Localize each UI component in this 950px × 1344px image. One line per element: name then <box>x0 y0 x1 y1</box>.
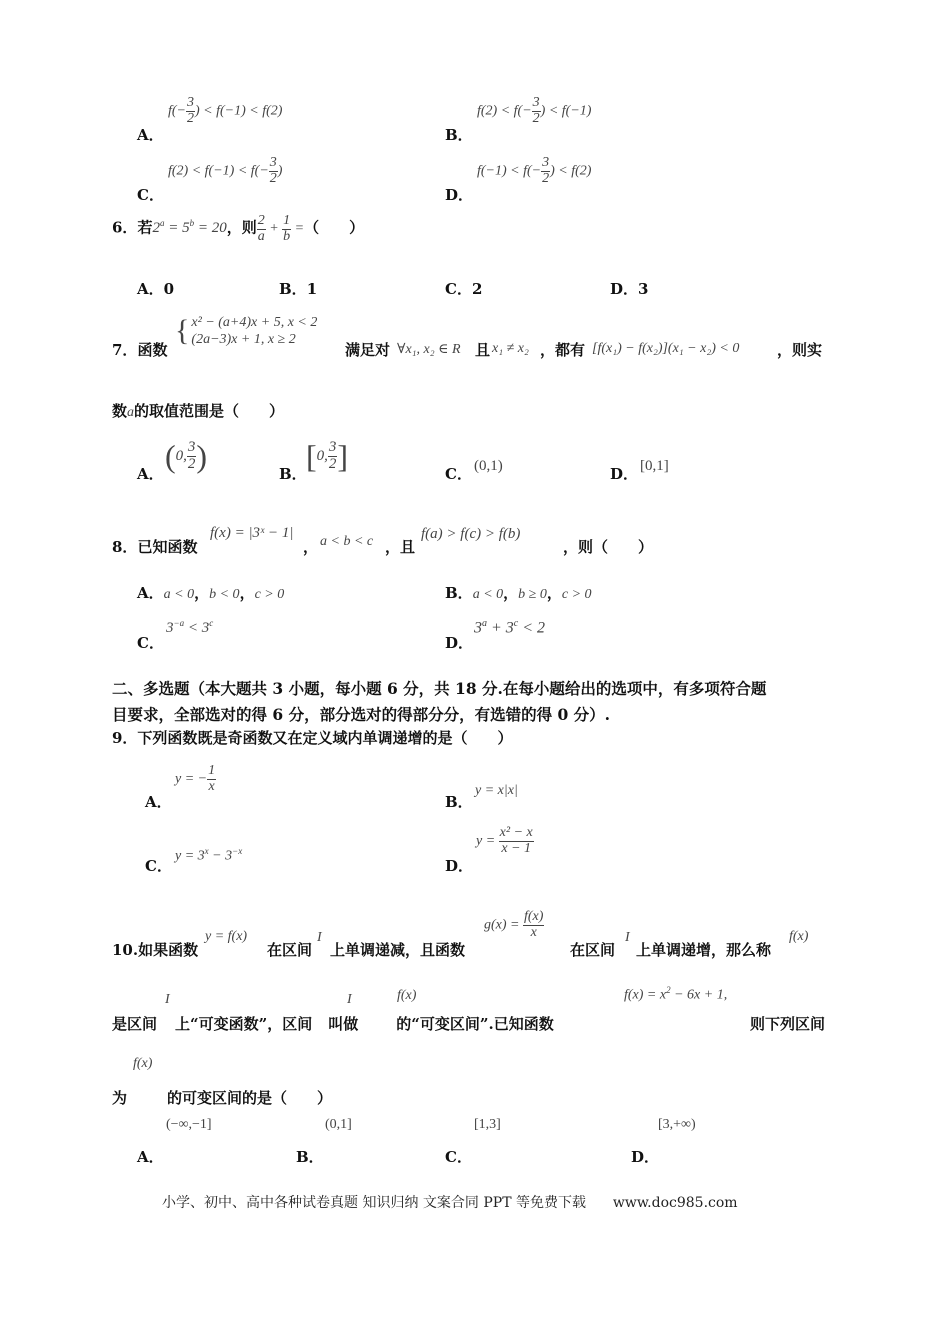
q8-cond: f(a) > f(c) > f(b) <box>421 526 521 542</box>
q7-option-b-label: B． <box>279 465 307 483</box>
q6-option-d: D．3 <box>610 280 649 298</box>
q10-l2e: 则下列区间 <box>750 1015 826 1033</box>
q6-stem <box>112 214 364 244</box>
q10-i1: I <box>317 930 322 945</box>
q7-t3: 且 <box>475 341 491 359</box>
q8-order: a < b < c <box>320 534 374 549</box>
q5-option-b-expr: f(2) < f(− $\frac{3}{2}$ ) < f(−1) <box>477 95 592 126</box>
q7-option-c-label: C． <box>445 465 472 483</box>
q8-option-c-expr: $3^{-a} < 3^c$ <box>166 618 214 636</box>
q8-func: f(x) = |3ˣ − 1| <box>210 525 294 541</box>
q10-i3: I <box>165 992 170 1007</box>
q10-option-b-expr: (0,1] <box>325 1117 352 1132</box>
section2-line-2: 目要求，全部选对的得 6 分，部分选对的得部分分，有选错的得 0 分）. <box>112 705 611 724</box>
q7-ineq: [f(x₁) − f(x₂)](x₁ − x₂) < 0 <box>592 341 740 356</box>
q9-option-b-label: B． <box>445 793 473 811</box>
q10-g: g(x) = $\frac{f(x)}{x}$ <box>484 909 544 940</box>
q10-i4: I <box>347 992 352 1007</box>
q10-i2: I <box>625 930 630 945</box>
q7-t2: 满足对 <box>345 341 391 359</box>
q5-option-b-label: B． <box>445 126 473 144</box>
section2-line-1: 二、多选题（本大题共 3 小题，每小题 6 分，共 18 分.在每小题给出的选项中，有多项符合题 <box>112 679 767 698</box>
q7-option-a-expr: (0, $\frac{3}{2}$ ) <box>165 438 208 474</box>
q9-option-d-label: D． <box>445 857 474 875</box>
q10-fx1: f(x) <box>789 929 809 944</box>
q6-number: 6． <box>112 218 138 237</box>
q9-option-b-expr: y = x|x| <box>475 783 518 798</box>
q5-option-d-label: D． <box>445 186 474 204</box>
q7-option-b-expr: [0, $\frac{3}{2}$ ] <box>306 438 349 474</box>
q10-fx3: f(x) <box>133 1056 153 1071</box>
q9-stem: 9．下列函数既是奇函数又在定义域内单调递增的是（ ） <box>112 729 513 747</box>
q10-func: $f(x) = x^2 - 6x + 1$, <box>624 985 728 1003</box>
q6-mid: ，则 <box>226 218 257 237</box>
q6-option-b: B．1 <box>279 280 318 298</box>
q8-number: 8．已知函数 <box>112 538 198 556</box>
q10-option-c-expr: [1,3] <box>474 1117 501 1132</box>
q10-line3: 为 的可变区间的是（ ） <box>112 1089 333 1107</box>
q5-option-a-label: A． <box>137 126 164 144</box>
q10-option-d-expr: [3,+∞) <box>658 1117 696 1132</box>
q10-t3: 上单调递减，且函数 <box>330 941 466 959</box>
q10-f1: y = f(x) <box>205 929 248 944</box>
q9-option-a-label: A． <box>145 793 172 811</box>
q6-cond: $2^a = 5^b = 20$ <box>152 218 227 237</box>
q10-option-a-label: A． <box>137 1148 164 1166</box>
q6-option-a: A．0 <box>137 280 175 298</box>
q7-piece-1: x² − (a+4)x + 5, x < 2 <box>191 314 318 330</box>
q7-t5: ，则实 <box>777 341 823 359</box>
q10-line2: 是区间 上“可变函数”，区间 叫做 的“可变区间”.已知函数 <box>112 1015 554 1033</box>
q8-t2: ， <box>303 538 319 556</box>
q7-t4: ，都有 <box>540 341 586 359</box>
q10-fx2: f(x) <box>397 988 417 1003</box>
q5-option-d-expr: f(−1) < f(− $\frac{3}{2}$ ) < f(2) <box>477 155 592 186</box>
q8-option-d-expr: $3^a + 3^c < 2$ <box>474 618 546 637</box>
q10-option-a-expr: (−∞,−1] <box>166 1117 212 1132</box>
q10-t5: 上单调递增，那么称 <box>636 941 772 959</box>
q10-number: 10.如果函数 <box>112 941 199 959</box>
q7-option-a-label: A． <box>137 465 164 483</box>
q6-blank: （ ） <box>304 218 365 237</box>
q8-t3: ，且 <box>385 538 416 556</box>
q7-var-a: a <box>127 405 135 420</box>
q7-piecewise: { x² − (a+4)x + 5, x < 2 (2a−3)x + 1, x ≥ 2 <box>175 314 318 347</box>
q10-t4: 在区间 <box>570 941 616 959</box>
footer-url[interactable]: www.doc985.com <box>612 1195 738 1211</box>
q8-option-a: A．a < 0，b < 0，c > 0 <box>137 584 285 602</box>
q8-t4: ，则（ ） <box>563 538 654 556</box>
q7-option-d-expr: [0,1] <box>640 458 669 474</box>
q7-forall: ∀x₁, x₂ ∈ R <box>397 342 461 357</box>
section2-heading <box>112 676 766 728</box>
q9-option-c-label: C． <box>145 857 172 875</box>
footer-text: 小学、初中、高中各种试卷真题 知识归纳 文案合同 PPT 等免费下载 <box>162 1195 586 1211</box>
q7-number: 7．函数 <box>112 341 168 359</box>
q5-option-a-expr: f(− $\frac{3}{2}$ ) < f(−1) < f(2) <box>168 95 283 126</box>
q7-neq: x₁ ≠ x₂ <box>492 341 529 356</box>
q7-option-c-expr: (0,1) <box>474 458 503 474</box>
q6-expr: $\frac{2}{a}$ + $\frac{1}{b}$ = <box>257 213 305 244</box>
q7-line2: 数a的取值范围是（ ） <box>112 402 285 420</box>
q8-option-d-label: D． <box>445 634 474 652</box>
q10-t2: 在区间 <box>267 941 313 959</box>
q7-option-d-label: D． <box>610 465 639 483</box>
q10-option-c-label: C． <box>445 1148 472 1166</box>
q6-option-c: C．2 <box>445 280 483 298</box>
q6-pre: 若 <box>137 218 153 237</box>
q9-option-d-expr: y = $\frac{\text{x² − x}}{x - 1}$ <box>476 825 533 856</box>
q9-option-c-expr: $y = 3^x - 3^{-x}$ <box>175 846 243 864</box>
q10-option-d-label: D． <box>631 1148 660 1166</box>
q8-option-c-label: C． <box>137 634 164 652</box>
q7-piece-2: (2a−3)x + 1, x ≥ 2 <box>191 331 296 347</box>
q10-option-b-label: B． <box>296 1148 324 1166</box>
q8-option-b: B．a < 0，b ≥ 0，c > 0 <box>445 584 592 602</box>
q9-option-a-expr: y = − $\frac{1}{x}$ <box>175 763 216 794</box>
footer <box>162 1192 738 1212</box>
q5-option-c-label: C． <box>137 186 164 204</box>
q5-option-c-expr: f(2) < f(−1) < f(− $\frac{3}{2}$ ) <box>168 155 283 186</box>
